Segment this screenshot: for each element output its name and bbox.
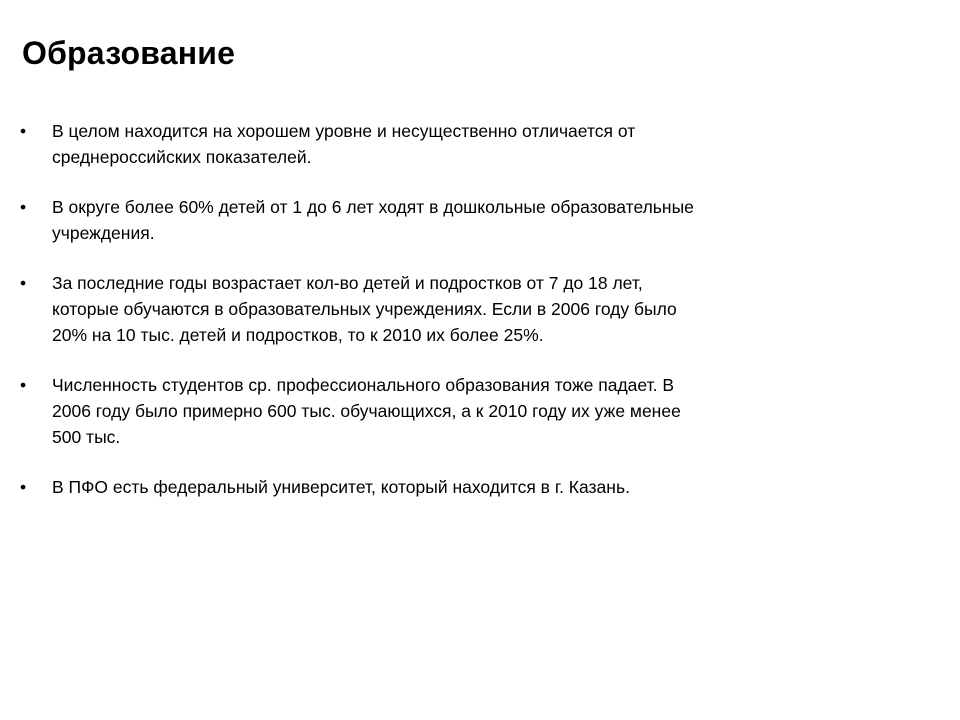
bullet-text: Численность студентов ср. профессионального образования тоже падает. В 2006 году было примерно 600 тыс. обучающихся, а к 2010 году их уже менее 500 тыс. [52, 375, 681, 447]
bullet-item [20, 372, 700, 450]
bullet-marker: • [20, 375, 27, 395]
bullet-item [20, 474, 700, 500]
bullet-item [20, 270, 700, 348]
bullet-text: В целом находится на хорошем уровне и несущественно отличается от среднероссийских показателей. [52, 121, 636, 167]
bullet-marker: • [20, 477, 27, 497]
bullet-marker: • [20, 121, 27, 141]
bullet-text: В округе более 60% детей от 1 до 6 лет ходят в дошкольные образовательные учреждения. [52, 197, 694, 243]
bullet-text: За последние годы возрастает кол-во детей и подростков от 7 до 18 лет, которые обучаются в образовательных учреждениях. Если в 2006 году было 20% на 10 тыс. детей и подростков, то к 2010 их более 25%. [52, 273, 677, 345]
bullet-text: В ПФО есть федеральный университет, который находится в г. Казань. [52, 477, 630, 497]
bullet-marker: • [20, 197, 27, 217]
bullet-item [20, 194, 700, 246]
bullet-item [20, 118, 700, 170]
bullet-list [20, 118, 700, 524]
bullet-marker: • [20, 273, 27, 293]
slide-title: Образование [22, 35, 236, 71]
